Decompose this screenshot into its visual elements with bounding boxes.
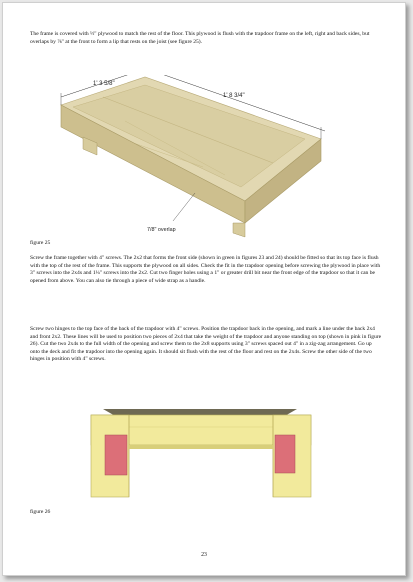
figure-25-illustration	[53, 75, 343, 245]
figure-26-illustration	[83, 403, 323, 501]
paragraph-hinges: Screw two hinges to the top face of the back of the trapdoor with 4" screws. Position the trapdoor back in the opening, and mark a line under the back 2x4 and front 2x2. These lines will be used to position two pieces of 2x4 that take the weight of the trapdoor and anyone standing on top (shown in pink in figure 26). Cut the two 2x4s to the full width of the opening and screw them to the 2x8 supports using 3" screws spaced out 4" in a zig-zag arrangement. Go up onto the deck and fit the trapdoor into the opening again. It should sit flush with the rest of the floor and rest on the 2x4s. Screw the other side of the two hinges in position with 4" screws.	[30, 326, 382, 363]
paragraph-intro: The frame is covered with ½" plywood to match the rest of the floor. This plywood is flush with the trapdoor frame on the left, right and back sides, but overlaps by ⅞" at the front to form a lip that rests on the joist (see figure 25).	[30, 31, 370, 45]
dim-label-right: 1' 8 3/4"	[223, 93, 245, 99]
dim-label-left: 1' 3 5/8"	[93, 81, 115, 87]
figure-26-caption: figure 26	[30, 509, 51, 515]
figure-25-caption: figure 25	[30, 240, 51, 246]
paragraph-screw-frame: Screw the frame together with 4" screws. The 2x2 that forms the front side (shown in green in figures 23 and 24) should be fitted so that its top face is flush with the top of the rest of the frame. This supports the plywood on all sides. Check the fit in the trapdoor opening before screwing the plywood in place with 3" screws into the 2x4s and 1¼" screws into the 2x2. Cut two finger holes using a 1" or greater drill bit near the front edge of the trapdoor so that it can be opened from above. You can also tie through a piece of wide strap as a handle.	[30, 255, 381, 284]
page-number: 23	[201, 552, 207, 558]
overlap-label: 7/8" overlap	[147, 227, 176, 233]
document-page	[2, 2, 406, 576]
